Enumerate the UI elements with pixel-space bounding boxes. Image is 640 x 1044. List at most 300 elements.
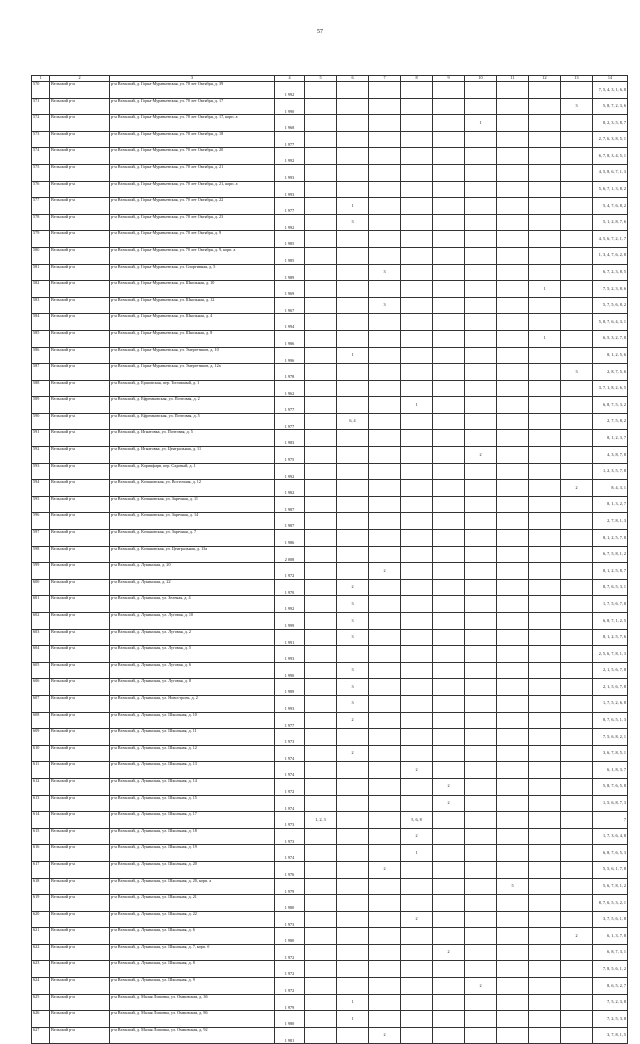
col12-cell (529, 131, 561, 148)
col11-cell (497, 1027, 529, 1044)
table-row (32, 961, 628, 978)
district-cell: Вельский р-н (50, 712, 110, 729)
col10-cell (465, 646, 497, 663)
col9-cell (433, 563, 465, 580)
district-cell: Вельский р-н (50, 98, 110, 115)
col9-cell (433, 729, 465, 746)
year-cell: 1 979 (275, 878, 305, 895)
table-row (32, 231, 628, 248)
col10-cell (465, 380, 497, 397)
col11-cell (497, 82, 529, 99)
col12-cell (529, 264, 561, 281)
col8-cell: 2 (401, 762, 433, 779)
table-row (32, 646, 628, 663)
row-number-cell: 605 (32, 662, 50, 679)
col8-cell (401, 596, 433, 613)
priority-list-cell: 8, 7, 6, 5, 1, 3 (593, 712, 628, 729)
district-cell: Вельский р-н (50, 281, 110, 298)
year-cell: 1 993 (275, 695, 305, 712)
col9-cell (433, 895, 465, 912)
row-number-cell: 614 (32, 812, 50, 829)
address-cell: р-н Вельский, д. Лукинская, ул. Школьная, д. 17 (110, 812, 275, 829)
col13-cell (561, 530, 593, 547)
col7-cell (369, 812, 401, 829)
priority-list-cell: 6, 8, 7, 1, 2, 5 (593, 613, 628, 630)
col8-cell (401, 646, 433, 663)
col11-cell (497, 895, 529, 912)
col9-cell (433, 164, 465, 181)
col10-cell (465, 778, 497, 795)
col10-cell (465, 895, 497, 912)
table-row (32, 745, 628, 762)
year-cell: 1 977 (275, 413, 305, 430)
col12-cell (529, 1011, 561, 1028)
col12-cell (529, 480, 561, 497)
col13-cell (561, 115, 593, 132)
col11-cell (497, 812, 529, 829)
col12-cell (529, 878, 561, 895)
col12-cell (529, 861, 561, 878)
col6-cell (337, 546, 369, 563)
col7-cell (369, 729, 401, 746)
col10-cell (465, 214, 497, 231)
col12-cell (529, 662, 561, 679)
address-cell: р-н Вельский, д. Лукинская, д. 22 (110, 579, 275, 596)
col10-cell (465, 364, 497, 381)
table-row (32, 530, 628, 547)
address-cell: р-н Вельский, д. Горка-Муравьевская, ул. 70 лет Октября, д. 21 (110, 164, 275, 181)
col13-cell (561, 164, 593, 181)
col11-cell: 5 (497, 878, 529, 895)
col6-cell (337, 397, 369, 414)
row-number-cell: 627 (32, 1027, 50, 1044)
col7-cell (369, 347, 401, 364)
col7-cell (369, 911, 401, 928)
col13-cell: 2 (561, 928, 593, 945)
priority-list-cell: 2, 7, 6, 3, 8, 5, 1 (593, 131, 628, 148)
priority-list-cell: 8, 2, 3, 5, 8, 7 (593, 115, 628, 132)
col12-cell (529, 98, 561, 115)
row-number-cell: 619 (32, 895, 50, 912)
col6-cell (337, 911, 369, 928)
column-header: 8 (401, 76, 433, 82)
col12-cell (529, 82, 561, 99)
district-cell: Вельский р-н (50, 380, 110, 397)
address-cell: р-н Вельский, д. Горка-Муравьевская, ул. 70 лет Октября, д. 18 (110, 131, 275, 148)
district-cell: Вельский р-н (50, 845, 110, 862)
col10-cell (465, 828, 497, 845)
district-cell: Вельский р-н (50, 961, 110, 978)
col6-cell (337, 762, 369, 779)
col6-cell (337, 778, 369, 795)
col5-cell (305, 297, 337, 314)
col10-cell (465, 994, 497, 1011)
col12-cell (529, 563, 561, 580)
col9-cell (433, 629, 465, 646)
col11-cell (497, 944, 529, 961)
col5-cell (305, 430, 337, 447)
col11-cell (497, 397, 529, 414)
col13-cell (561, 861, 593, 878)
priority-list-cell: 6, 5, 3, 2, 7, 8 (593, 330, 628, 347)
row-number-cell: 592 (32, 447, 50, 464)
table-row (32, 762, 628, 779)
col13-cell (561, 281, 593, 298)
col11-cell (497, 695, 529, 712)
col13-cell (561, 380, 593, 397)
col11-cell (497, 745, 529, 762)
col11-cell (497, 762, 529, 779)
table-row (32, 164, 628, 181)
col13-cell (561, 579, 593, 596)
row-number-cell: 573 (32, 131, 50, 148)
col12-cell (529, 214, 561, 231)
priority-list-cell: 6, 7, 2, 3, 8, 5 (593, 264, 628, 281)
col13-cell (561, 878, 593, 895)
col7-cell (369, 148, 401, 165)
district-cell: Вельский р-н (50, 131, 110, 148)
row-number-cell: 579 (32, 231, 50, 248)
col10-cell (465, 928, 497, 945)
col7-cell (369, 314, 401, 331)
col6-cell: 3 (337, 214, 369, 231)
col10-cell: 2 (465, 447, 497, 464)
district-cell: Вельский р-н (50, 1011, 110, 1028)
col5-cell (305, 264, 337, 281)
col10-cell (465, 397, 497, 414)
col10-cell: 2 (465, 978, 497, 995)
col12-cell (529, 994, 561, 1011)
col11-cell (497, 330, 529, 347)
district-cell: Вельский р-н (50, 1027, 110, 1044)
col7-cell (369, 978, 401, 995)
priority-list-cell: 8, 4, 3, 1 (593, 480, 628, 497)
col8-cell (401, 795, 433, 812)
col7-cell (369, 164, 401, 181)
col5-cell (305, 961, 337, 978)
row-number-cell: 606 (32, 679, 50, 696)
col6-cell: 1 (337, 198, 369, 215)
col5-cell (305, 530, 337, 547)
col6-cell (337, 961, 369, 978)
priority-list-cell: 5, 4, 7, 6, 8, 2 (593, 198, 628, 215)
col5-cell (305, 895, 337, 912)
table-row (32, 1027, 628, 1044)
col9-cell (433, 878, 465, 895)
col13-cell (561, 778, 593, 795)
row-number-cell: 574 (32, 148, 50, 165)
col8-cell (401, 944, 433, 961)
priority-list-cell: 2, 1, 5, 6, 7, 8 (593, 662, 628, 679)
year-cell: 1 993 (275, 164, 305, 181)
table-row (32, 944, 628, 961)
address-cell: р-н Вельский, д. Лукинская, ул. Школьная, д. 21 (110, 895, 275, 912)
col7-cell (369, 131, 401, 148)
table-row (32, 397, 628, 414)
table-row (32, 695, 628, 712)
col13-cell (561, 463, 593, 480)
col6-cell (337, 82, 369, 99)
col8-cell (401, 214, 433, 231)
year-cell: 1 985 (275, 231, 305, 248)
col13-cell (561, 181, 593, 198)
column-header: 4 (275, 76, 305, 82)
year-cell: 1 983 (275, 430, 305, 447)
col6-cell (337, 164, 369, 181)
address-cell: р-н Вельский, д. Горка-Муравьевская, ул. Спортивная, д. 5 (110, 264, 275, 281)
col8-cell (401, 131, 433, 148)
year-cell: 1 974 (275, 845, 305, 862)
col9-cell (433, 994, 465, 1011)
district-cell: Вельский р-н (50, 164, 110, 181)
district-cell: Вельский р-н (50, 297, 110, 314)
col9-cell (433, 546, 465, 563)
col10-cell (465, 812, 497, 829)
col11-cell (497, 380, 529, 397)
col8-cell (401, 745, 433, 762)
col12-cell (529, 944, 561, 961)
row-number-cell: 616 (32, 845, 50, 862)
address-cell: р-н Вельский, д. Горка-Муравьевская, ул. Школьная, д. 4 (110, 314, 275, 331)
row-number-cell: 598 (32, 546, 50, 563)
table-row (32, 247, 628, 264)
col8-cell (401, 994, 433, 1011)
col7-cell (369, 762, 401, 779)
priority-list-cell: 5, 7, 5, 6, 8, 2 (593, 297, 628, 314)
col7-cell (369, 198, 401, 215)
col13-cell (561, 712, 593, 729)
district-cell: Вельский р-н (50, 613, 110, 630)
table-row (32, 98, 628, 115)
col8-cell (401, 430, 433, 447)
col10-cell (465, 679, 497, 696)
table-row (32, 662, 628, 679)
col5-cell (305, 496, 337, 513)
col7-cell (369, 397, 401, 414)
col5-cell (305, 613, 337, 630)
district-cell: Вельский р-н (50, 679, 110, 696)
col9-cell: 2 (433, 795, 465, 812)
address-cell: р-н Вельский, д. Лукинская, ул. Школьная, д. 7, корп. б (110, 944, 275, 961)
priority-list-cell: 6, 1, 3, 7, 8 (593, 928, 628, 945)
year-cell: 1 977 (275, 131, 305, 148)
district-cell: Вельский р-н (50, 812, 110, 829)
col9-cell (433, 198, 465, 215)
priority-list-cell: 7, 5, 2, 3, 8, 6 (593, 281, 628, 298)
year-cell: 1 977 (275, 397, 305, 414)
col9-cell (433, 828, 465, 845)
col7-cell (369, 679, 401, 696)
row-number-cell: 604 (32, 646, 50, 663)
col11-cell (497, 613, 529, 630)
col13-cell (561, 397, 593, 414)
col5-cell (305, 281, 337, 298)
col12-cell (529, 247, 561, 264)
row-number-cell: 591 (32, 430, 50, 447)
col7-cell (369, 447, 401, 464)
table-row (32, 679, 628, 696)
col12-cell (529, 679, 561, 696)
col8-cell (401, 1027, 433, 1044)
col8-cell (401, 695, 433, 712)
col7-cell: 3 (369, 297, 401, 314)
district-cell: Вельский р-н (50, 978, 110, 995)
col11-cell (497, 98, 529, 115)
col8-cell (401, 563, 433, 580)
col8-cell: 5, 6, 8 (401, 812, 433, 829)
col5-cell (305, 131, 337, 148)
col5-cell (305, 928, 337, 945)
col6-cell (337, 1027, 369, 1044)
col5-cell (305, 330, 337, 347)
col7-cell (369, 745, 401, 762)
col12-cell (529, 828, 561, 845)
address-cell: р-н Вельский, д. Лукинская, ул. Зеленая, д. 4 (110, 596, 275, 613)
year-cell: 1 990 (275, 98, 305, 115)
col8-cell (401, 98, 433, 115)
col12-cell (529, 413, 561, 430)
col12-cell (529, 314, 561, 331)
column-header: 9 (433, 76, 465, 82)
col13-cell (561, 198, 593, 215)
col9-cell (433, 82, 465, 99)
col11-cell (497, 662, 529, 679)
col7-cell (369, 281, 401, 298)
col13-cell (561, 82, 593, 99)
year-cell: 1 993 (275, 646, 305, 663)
table-row (32, 131, 628, 148)
col9-cell (433, 430, 465, 447)
address-cell: р-н Вельский, д. Кочановская, ул. Заречная, д. 11 (110, 496, 275, 513)
col13-cell (561, 314, 593, 331)
year-cell: 1 973 (275, 729, 305, 746)
table-row (32, 795, 628, 812)
col10-cell (465, 579, 497, 596)
district-cell: Вельский р-н (50, 911, 110, 928)
col8-cell: 2 (401, 911, 433, 928)
table-row (32, 364, 628, 381)
year-cell: 1 989 (275, 679, 305, 696)
col6-cell: 3 (337, 613, 369, 630)
col6-cell (337, 247, 369, 264)
table-row (32, 613, 628, 630)
address-cell: р-н Вельский, д. Горка-Муравьевская, ул. Школьная, д. 8 (110, 330, 275, 347)
col10-cell (465, 861, 497, 878)
col7-cell (369, 629, 401, 646)
page-number: 57 (317, 29, 323, 35)
col11-cell (497, 198, 529, 215)
col9-cell (433, 314, 465, 331)
column-header: 3 (110, 76, 275, 82)
col11-cell (497, 513, 529, 530)
col8-cell (401, 861, 433, 878)
table-row (32, 911, 628, 928)
col10-cell (465, 430, 497, 447)
col10-cell: 1 (465, 115, 497, 132)
district-cell: Вельский р-н (50, 530, 110, 547)
col5-cell (305, 994, 337, 1011)
col7-cell: 2 (369, 861, 401, 878)
col11-cell (497, 231, 529, 248)
col7-cell (369, 895, 401, 912)
col13-cell (561, 563, 593, 580)
year-cell: 1 975 (275, 447, 305, 464)
col11-cell (497, 1011, 529, 1028)
col11-cell (497, 463, 529, 480)
address-cell: р-н Вельский, д. Горка-Муравьевская, ул. 70 лет Октября, д. 39 (110, 82, 275, 99)
priority-list-cell: 5, 8, 7, 6, 4, 3, 1 (593, 314, 628, 331)
col8-cell (401, 264, 433, 281)
col12-cell (529, 911, 561, 928)
col13-cell (561, 1027, 593, 1044)
table-row (32, 928, 628, 945)
column-header: 1 (32, 76, 50, 82)
district-cell: Вельский р-н (50, 397, 110, 414)
table-row (32, 563, 628, 580)
address-cell: р-н Вельский, д. Горка-Муравьевская, ул. 70 лет Октября, д. 17 (110, 98, 275, 115)
col6-cell: 1 (337, 1011, 369, 1028)
col9-cell (433, 596, 465, 613)
col12-cell (529, 115, 561, 132)
col11-cell (497, 845, 529, 862)
col11-cell (497, 646, 529, 663)
col9-cell (433, 679, 465, 696)
row-number-cell: 617 (32, 861, 50, 878)
col7-cell (369, 247, 401, 264)
priority-list-cell: 4, 5, 8, 6, 7, 1, 3 (593, 164, 628, 181)
year-cell: 1 979 (275, 994, 305, 1011)
col10-cell (465, 596, 497, 613)
col6-cell (337, 812, 369, 829)
district-cell: Вельский р-н (50, 944, 110, 961)
col13-cell (561, 745, 593, 762)
address-cell: р-н Вельский, д. Лукинская, ул. Луговая, д. 10 (110, 613, 275, 630)
col11-cell (497, 978, 529, 995)
col5-cell (305, 181, 337, 198)
col6-cell (337, 729, 369, 746)
table-row (32, 281, 628, 298)
row-number-cell: 601 (32, 596, 50, 613)
col10-cell (465, 961, 497, 978)
year-cell: 1 980 (275, 928, 305, 945)
col11-cell (497, 861, 529, 878)
col13-cell (561, 613, 593, 630)
col9-cell (433, 662, 465, 679)
table-row (32, 994, 628, 1011)
col12-cell (529, 496, 561, 513)
col12-cell (529, 795, 561, 812)
col8-cell (401, 978, 433, 995)
col5-cell (305, 480, 337, 497)
col7-cell (369, 1011, 401, 1028)
col11-cell (497, 496, 529, 513)
priority-list-cell: 7, 8, 5, 6, 1, 2 (593, 961, 628, 978)
address-cell: р-н Вельский, д. Лукинская, ул. Луговая, д. 2 (110, 629, 275, 646)
address-cell: р-н Вельский, д. Горка-Муравьевская, ул. Энергетиков, д. 12а (110, 364, 275, 381)
priority-list-cell: 8, 7, 6, 5, 3, 2, 1 (593, 895, 628, 912)
col5-cell (305, 1011, 337, 1028)
col10-cell (465, 613, 497, 630)
row-number-cell: 599 (32, 563, 50, 580)
col13-cell (561, 264, 593, 281)
col7-cell (369, 845, 401, 862)
col5-cell (305, 596, 337, 613)
col11-cell (497, 563, 529, 580)
address-cell: р-н Вельский, д. Горка-Муравьевская, ул. 70 лет Октября, д. 20 (110, 148, 275, 165)
col8-cell (401, 247, 433, 264)
col8-cell (401, 579, 433, 596)
col5-cell (305, 447, 337, 464)
